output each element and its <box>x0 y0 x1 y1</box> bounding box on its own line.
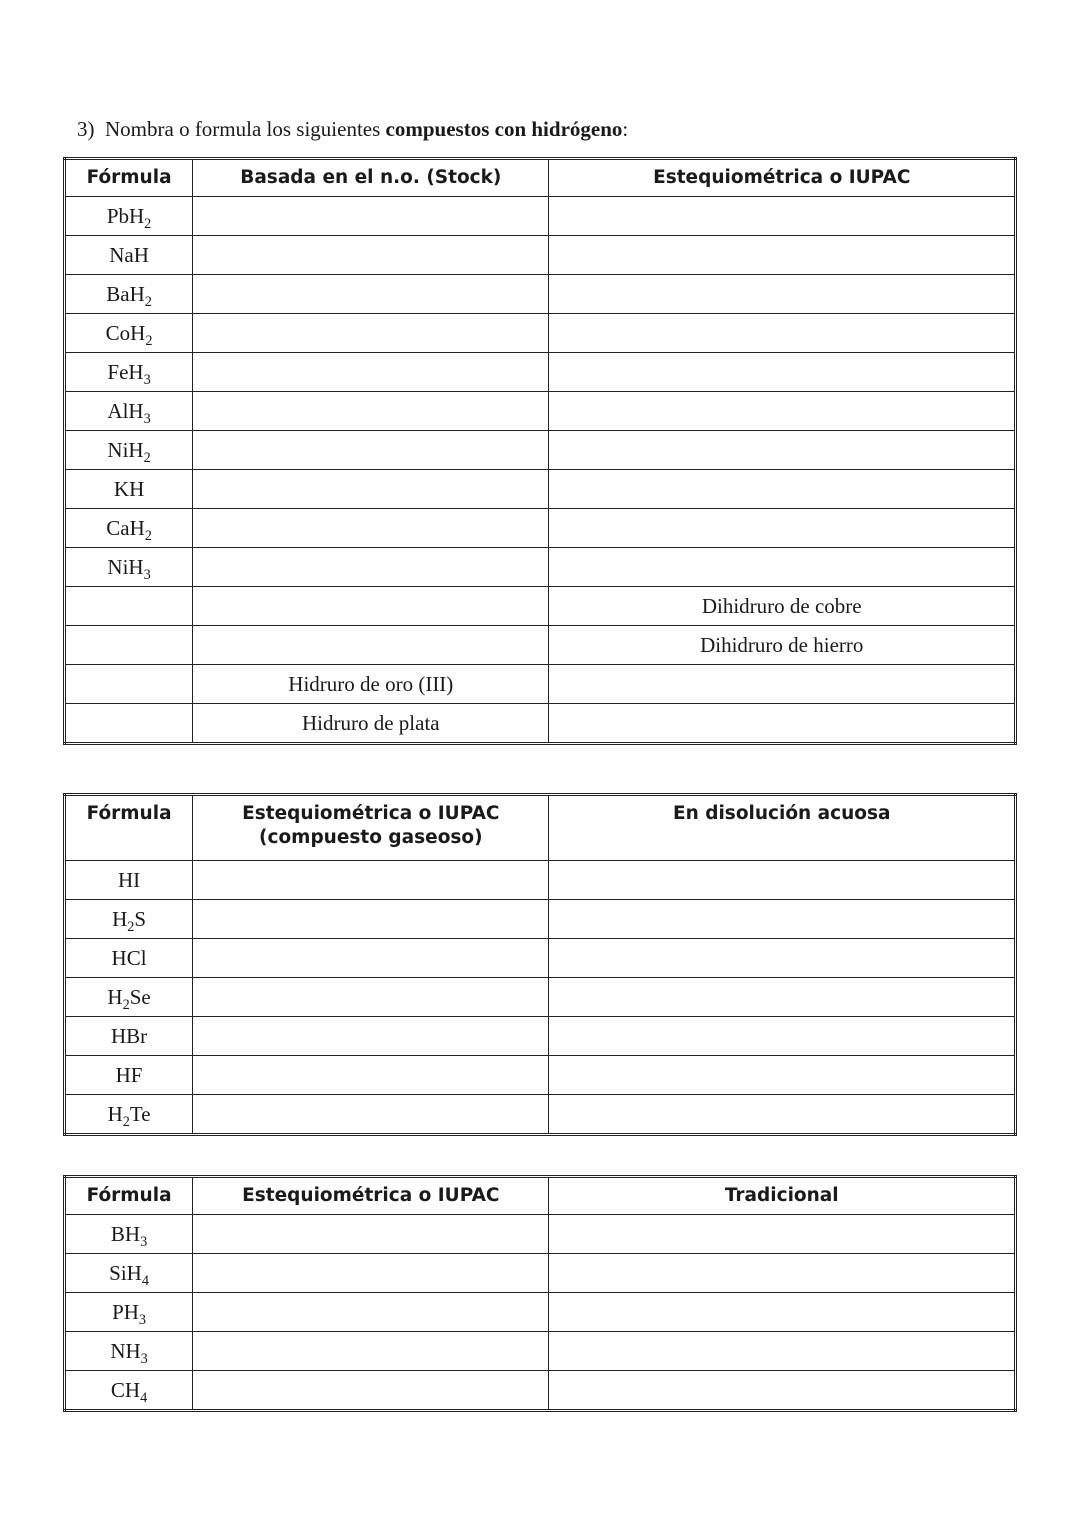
answer-cell-iupac[interactable] <box>549 275 1016 314</box>
answer-cell-stock[interactable] <box>193 197 549 236</box>
formula-cell: $H_2Se$ <box>65 978 193 1017</box>
table-row <box>65 1215 1016 1254</box>
answer-cell-aqueous[interactable] <box>549 861 1016 900</box>
formula-cell: $CH_4$ <box>65 1371 193 1411</box>
table-row <box>65 978 1016 1017</box>
answer-cell-stock[interactable] <box>193 548 549 587</box>
table-row <box>65 1017 1016 1056</box>
table-row <box>65 1293 1016 1332</box>
answer-cell-iupac[interactable] <box>549 665 1016 704</box>
answer-cell-stock[interactable] <box>193 314 549 353</box>
table-row <box>65 587 1016 626</box>
header-iupac-gaseous: Estequiométrica o IUPAC (compuesto gaseoso) <box>193 795 549 861</box>
answer-cell-iupac[interactable] <box>193 939 549 978</box>
answer-cell-iupac[interactable] <box>193 1056 549 1095</box>
answer-cell-stock[interactable] <box>193 431 549 470</box>
question-heading <box>77 114 628 144</box>
answer-cell-aqueous[interactable] <box>549 1017 1016 1056</box>
formula-cell: FeH$_3$ <box>65 353 193 392</box>
table-header-row <box>65 1177 1016 1215</box>
answer-cell-stock[interactable] <box>193 353 549 392</box>
table-row <box>65 1095 1016 1135</box>
answer-cell-iupac[interactable] <box>549 431 1016 470</box>
table-header-row <box>65 795 1016 861</box>
table-row <box>65 392 1016 431</box>
answer-cell-iupac[interactable] <box>193 1215 549 1254</box>
answer-cell-iupac[interactable] <box>193 1293 549 1332</box>
answer-cell-stock[interactable] <box>193 236 549 275</box>
given-stock-name: Hidruro de plata <box>193 704 549 744</box>
table-row <box>65 1254 1016 1293</box>
answer-cell-iupac[interactable] <box>549 392 1016 431</box>
formula-cell: PbH$_2$ <box>65 197 193 236</box>
answer-cell-iupac[interactable] <box>549 236 1016 275</box>
answer-cell-iupac[interactable] <box>549 197 1016 236</box>
formula-cell: $NH_3$ <box>65 1332 193 1371</box>
table-row <box>65 509 1016 548</box>
answer-cell-iupac[interactable] <box>549 509 1016 548</box>
answer-cell-aqueous[interactable] <box>549 978 1016 1017</box>
answer-cell-iupac[interactable] <box>549 548 1016 587</box>
answer-cell-stock[interactable] <box>193 587 549 626</box>
formula-cell: BaH$_2$ <box>65 275 193 314</box>
answer-cell-formula[interactable] <box>65 626 193 665</box>
answer-cell-iupac[interactable] <box>193 1254 549 1293</box>
formula-cell: CoH$_2$ <box>65 314 193 353</box>
table-row <box>65 626 1016 665</box>
header-iupac: Estequiométrica o IUPAC <box>193 1177 549 1215</box>
question-number: 3) <box>77 117 95 141</box>
table-row <box>65 236 1016 275</box>
answer-cell-traditional[interactable] <box>549 1332 1016 1371</box>
table-row <box>65 275 1016 314</box>
answer-cell-iupac[interactable] <box>549 704 1016 744</box>
given-stock-name: Hidruro de oro (III) <box>193 665 549 704</box>
header-formula: Fórmula <box>65 795 193 861</box>
table-row <box>65 353 1016 392</box>
formula-cell: SiH$_4$ <box>65 1254 193 1293</box>
answer-cell-stock[interactable] <box>193 470 549 509</box>
answer-cell-iupac[interactable] <box>193 1371 549 1411</box>
header-aqueous: En disolución acuosa <box>549 795 1016 861</box>
answer-cell-iupac[interactable] <box>193 1095 549 1135</box>
formula-cell: $PH_3$ <box>65 1293 193 1332</box>
answer-cell-traditional[interactable] <box>549 1254 1016 1293</box>
formula-cell: NaH <box>65 236 193 275</box>
table-row <box>65 431 1016 470</box>
answer-cell-traditional[interactable] <box>549 1293 1016 1332</box>
answer-cell-aqueous[interactable] <box>549 1056 1016 1095</box>
answer-cell-stock[interactable] <box>193 509 549 548</box>
formula-cell: HI <box>65 861 193 900</box>
formula-cell: $H_2S$ <box>65 900 193 939</box>
header-traditional: Tradicional <box>549 1177 1016 1215</box>
answer-cell-iupac[interactable] <box>549 314 1016 353</box>
question-bold-text: compuestos con hidrógeno <box>385 117 623 141</box>
table-row <box>65 665 1016 704</box>
question-suffix: : <box>622 117 629 141</box>
table-row <box>65 548 1016 587</box>
answer-cell-iupac[interactable] <box>549 470 1016 509</box>
answer-cell-stock[interactable] <box>193 626 549 665</box>
formula-cell: NiH$_2$ <box>65 431 193 470</box>
given-iupac-name: Dihidruro de hierro <box>549 626 1016 665</box>
answer-cell-iupac[interactable] <box>193 900 549 939</box>
table-row <box>65 314 1016 353</box>
answer-cell-aqueous[interactable] <box>549 939 1016 978</box>
answer-cell-aqueous[interactable] <box>549 900 1016 939</box>
answer-cell-aqueous[interactable] <box>549 1095 1016 1135</box>
question-text: Nombra o formula los siguientes <box>105 117 386 141</box>
answer-cell-formula[interactable] <box>65 704 193 744</box>
answer-cell-stock[interactable] <box>193 275 549 314</box>
answer-cell-formula[interactable] <box>65 665 193 704</box>
table-row <box>65 470 1016 509</box>
answer-cell-iupac[interactable] <box>549 353 1016 392</box>
table-header-row <box>65 159 1016 197</box>
header-formula: Fórmula <box>65 1177 193 1215</box>
answer-cell-iupac[interactable] <box>193 1017 549 1056</box>
answer-cell-traditional[interactable] <box>549 1215 1016 1254</box>
formula-cell: CaH$_2$ <box>65 509 193 548</box>
table-row <box>65 861 1016 900</box>
answer-cell-iupac[interactable] <box>193 861 549 900</box>
formula-cell: $BH_3$ <box>65 1215 193 1254</box>
hydracids-table <box>63 793 1017 1136</box>
table-row <box>65 1056 1016 1095</box>
header-iupac: Estequiométrica o IUPAC <box>549 159 1016 197</box>
volatile-hydrides-table <box>63 1175 1017 1412</box>
formula-cell: NiH$_3$ <box>65 548 193 587</box>
answer-cell-traditional[interactable] <box>549 1371 1016 1411</box>
answer-cell-formula[interactable] <box>65 587 193 626</box>
table-row <box>65 197 1016 236</box>
formula-cell: $H_2Te$ <box>65 1095 193 1135</box>
formula-cell: HF <box>65 1056 193 1095</box>
table-row <box>65 704 1016 744</box>
table-row <box>65 1371 1016 1411</box>
answer-cell-stock[interactable] <box>193 392 549 431</box>
metal-hydrides-table <box>63 157 1017 745</box>
table-row <box>65 1332 1016 1371</box>
header-stock: Basada en el n.o. (Stock) <box>193 159 549 197</box>
table-row <box>65 939 1016 978</box>
table-row <box>65 900 1016 939</box>
answer-cell-iupac[interactable] <box>193 1332 549 1371</box>
formula-cell: HBr <box>65 1017 193 1056</box>
formula-cell: HCl <box>65 939 193 978</box>
header-formula: Fórmula <box>65 159 193 197</box>
formula-cell: KH <box>65 470 193 509</box>
answer-cell-iupac[interactable] <box>193 978 549 1017</box>
given-iupac-name: Dihidruro de cobre <box>549 587 1016 626</box>
formula-cell: AlH$_3$ <box>65 392 193 431</box>
